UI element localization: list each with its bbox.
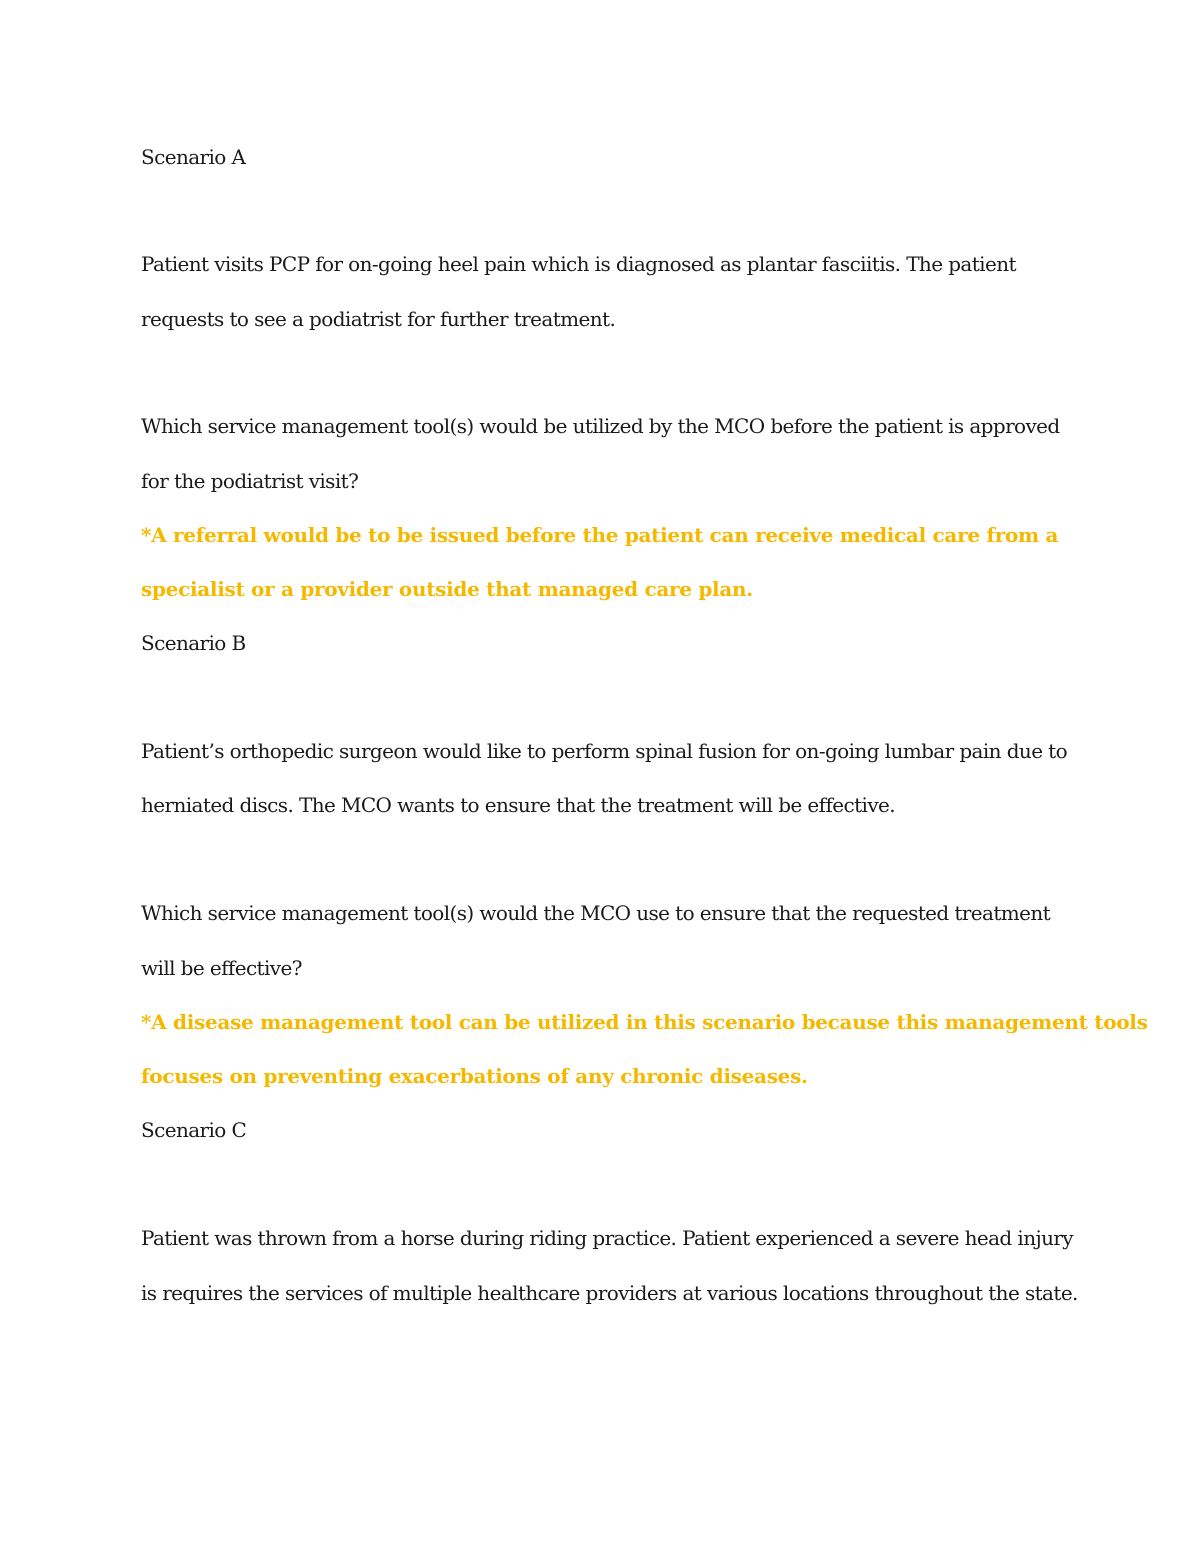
scenario-a-answer-line-1: *A referral would be to be issued before the patient can receive medical care from a — [141, 523, 1059, 547]
scenario-a-heading: Scenario A — [141, 145, 246, 169]
scenario-b-case-line-2: herniated discs. The MCO wants to ensure that the treatment will be effective. — [141, 793, 896, 817]
scenario-c-heading: Scenario C — [141, 1118, 247, 1142]
scenario-a-question-line-1: Which service management tool(s) would be utilized by the MCO before the patient is approved — [141, 414, 1060, 438]
scenario-b-answer-line-1: *A disease management tool can be utilized in this scenario because this management tools — [141, 1010, 1148, 1034]
scenario-a-question-line-2: for the podiatrist visit? — [141, 469, 359, 493]
scenario-c-case-line-1: Patient was thrown from a horse during riding practice. Patient experienced a severe head injury — [141, 1226, 1074, 1250]
scenario-b-heading: Scenario B — [141, 631, 246, 655]
scenario-b-case-line-1: Patient’s orthopedic surgeon would like to perform spinal fusion for on-going lumbar pain due to — [141, 739, 1068, 763]
scenario-a-case-line-2: requests to see a podiatrist for further treatment. — [141, 307, 616, 331]
scenario-a-case-line-1: Patient visits PCP for on-going heel pain which is diagnosed as plantar fasciitis. The patient — [141, 252, 1016, 276]
scenario-c-case-line-2: is requires the services of multiple healthcare providers at various locations throughout the state. — [141, 1281, 1078, 1305]
scenario-b-answer-line-2: focuses on preventing exacerbations of any chronic diseases. — [141, 1064, 808, 1088]
scenario-a-answer-line-2: specialist or a provider outside that managed care plan. — [141, 577, 753, 601]
scenario-b-question-line-2: will be effective? — [141, 956, 302, 980]
scenario-b-question-line-1: Which service management tool(s) would the MCO use to ensure that the requested treatment — [141, 901, 1051, 925]
